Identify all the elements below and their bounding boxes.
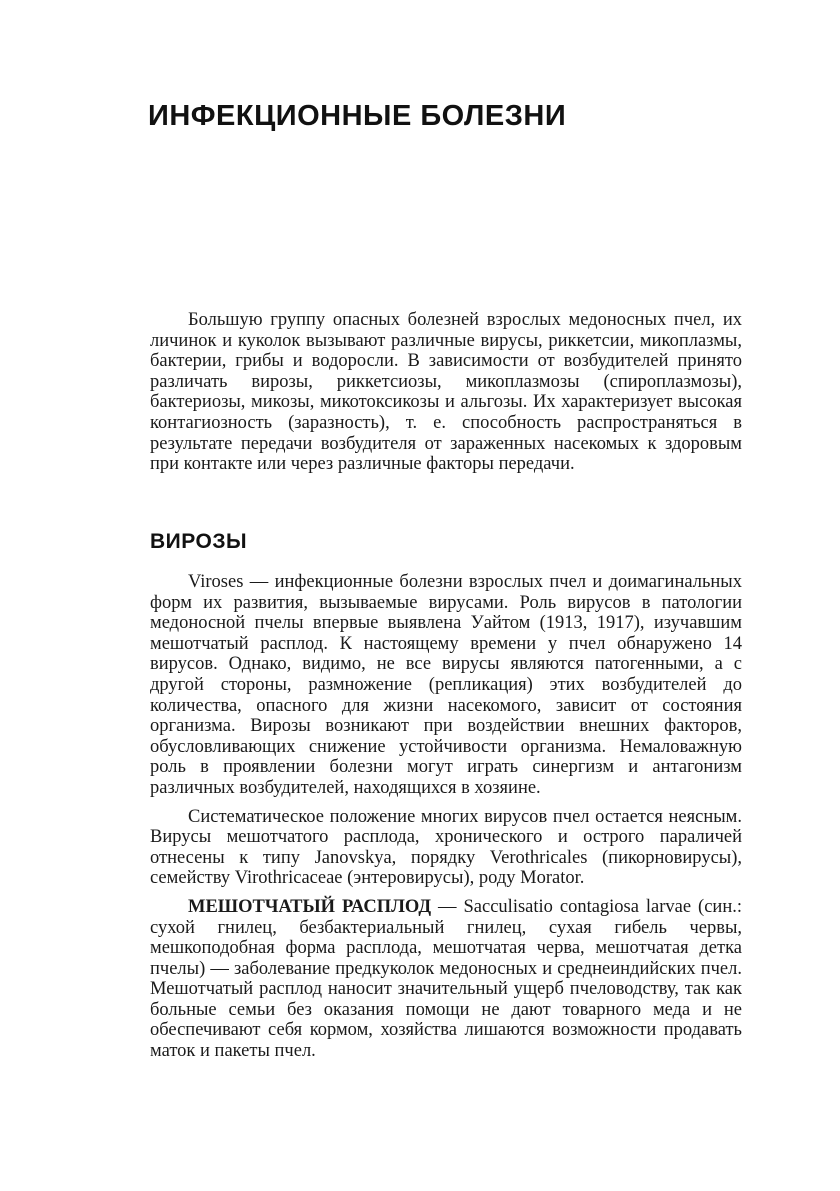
virus-taxonomy-paragraph: Систематическое положение многих вирусов пчел остается неясным. Вирусы мешотчатого расплода, хронического и острого параличей отнесены к типу Janovskya, порядку Verothricales (пикорновирусы), семейству Virothricaceae (энтеровирусы), роду Morator.	[150, 806, 742, 889]
intro-block	[150, 310, 742, 475]
sacbrood-description: — Sacculisatio contagiosa larvae (син.: сухой гнилец, безбактериальный гнилец, сухая гибель червы, мешкоподобная форма расплода, мешотчатая черва, мешотчатая детка пчелы) — заболевание предкуколок медоносных и среднеиндийских пчел. Мешотчатый расплод наносит значительный ущерб пчеловодству, так как больные семьи без оказания помощи не дают товарного меда и не обеспечивают себя кормом, хозяйства лишаются возможности продавать маток и пакеты пчел.	[150, 896, 742, 1062]
sacbrood-term: МЕШОТЧАТЫЙ РАСПЛОД	[188, 896, 432, 917]
section-title: ВИРОЗЫ	[150, 530, 248, 553]
viroses-definition-paragraph: Viroses — инфекционные болезни взрослых пчел и доимагинальных форм их развития, вызываемые вирусами. Роль вирусов в патологии медоносной пчелы впервые выявлена Уайтом (1913, 1917), изучавшим мешотчатый расплод. К настоящему времени у пчел обнаружено 14 вирусов. Однако, видимо, не все вирусы являются патогенными, а с другой стороны, размножение (репликация) этих возбудителей до количества, опасного для жизни насекомого, зависит от состояния организма. Вирозы возникают при воздействии внешних факторов, обусловливающих снижение устойчивости организма. Немаловажную роль в проявлении болезни могут играть синергизм и антагонизм различных возбудителей, находящихся в хозяине.	[150, 572, 742, 798]
intro-paragraph: Большую группу опасных болезней взрослых медоносных пчел, их личинок и куколок вызывают различные вирусы, риккетсии, микоплазмы, бактерии, грибы и водоросли. В зависимости от возбудителей принято различать вирозы, риккетсиозы, микоплазмозы (спироплазмозы), бактериозы, микозы, микотоксикозы и альгозы. Их характеризует высокая контагиозность (заразность), т. е. способность распространяться в результате передачи возбудителя от зараженных насекомых к здоровым при контакте или через различные факторы передачи.	[150, 310, 742, 475]
chapter-title: ИНФЕКЦИОННЫЕ БОЛЕЗНИ	[148, 100, 567, 132]
section-body	[150, 572, 742, 1062]
sacbrood-paragraph	[150, 897, 742, 1062]
